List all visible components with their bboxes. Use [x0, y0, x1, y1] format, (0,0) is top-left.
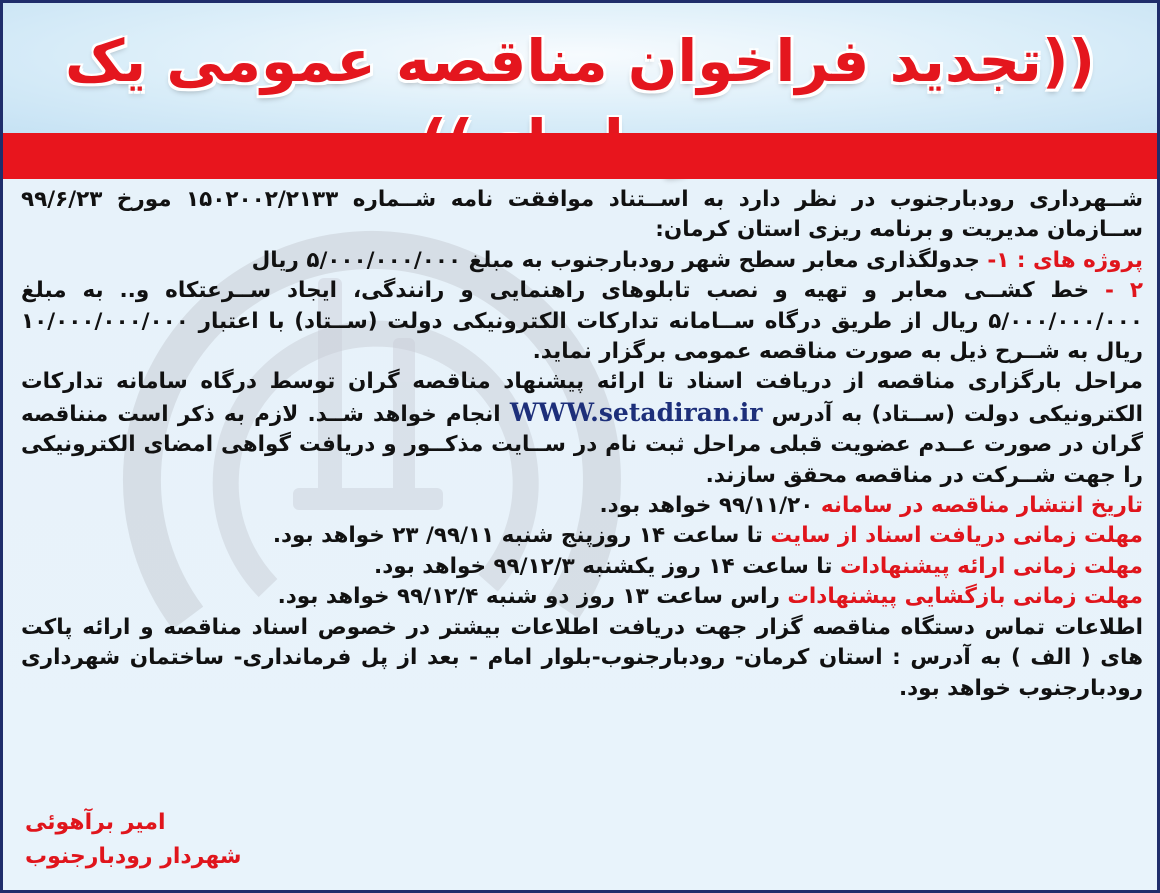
offers-deadline-line: [21, 552, 1143, 582]
process-text-2: انجام خواهد شــد. لازم به ذکر است منناقصه گران در صورت عــدم عضویت قبلی مراحل ثبت نام در ســایت مذکــور و دریافت گواهی امضای الکترونیکی را جهت شــرکت در مناقصه محقق سازند.: [21, 401, 1143, 488]
project-2-text: خط کشــی معابر و تهیه و نصب تابلوهای راهنمایی و رانندگی، ایجاد ســرعتکاه و.. به مبلغ ۵/۰۰۰/۰۰۰/۰۰۰ ریال از طریق درگاه ســامانه تدارکات الکترونیکی دولت (ســتاد) با اعتبار ۱۰/۰۰۰/۰۰۰/۰۰۰ ریال به شــرح ذیل به صورت مناقصه عمومی برگزار نماید.: [21, 278, 1143, 365]
intro-paragraph: [21, 185, 1143, 246]
process-paragraph: [21, 367, 1143, 491]
page-title: ((تجدید فراخوان مناقصه عمومی یک: [65, 27, 1095, 95]
contact-text: اطلاعات تماس دستگاه مناقصه گزار جهت دریافت اطلاعات بیشتر در خصوص اسناد مناقصه و ارائه پاکت های ( الف ) به آدرس : استان کرمان- رودبارجنوب-بلوار امام - بعد از پل فرمانداری- ساختمان شهرداری رودبارجنوب خواهد بود.: [21, 614, 1143, 701]
publish-date-text: ۹۹/۱۱/۲۰ خواهد بود.: [599, 493, 821, 519]
opening-deadline-label: مهلت زمانی بازگشایی پیشنهادات: [787, 584, 1143, 610]
project-2-paragraph: [21, 276, 1143, 367]
offers-deadline-label: مهلت زمانی ارائه پیشنهادات: [839, 553, 1143, 579]
publish-date-line: [21, 491, 1143, 521]
red-banner: [3, 133, 1157, 179]
publish-date-label: تاریخ انتشار مناقصه در سامانه: [820, 493, 1143, 519]
signatory-name: امیر برآهوئی: [25, 810, 166, 835]
docs-deadline-line: [21, 521, 1143, 551]
contact-paragraph: [21, 613, 1143, 704]
intro-text: شــهرداری رودبارجنوب در نظر دارد به اســتناد موافقت نامه شــماره ۱۵۰۲۰۰۲/۲۱۳۳ مورخ ۹۹/۶/۲۳ ســازمان مدیریت و برنامه ریزی استان کرمان:: [21, 187, 1143, 243]
projects-label: پروژه های : ۱-: [987, 247, 1143, 273]
offers-deadline-text: تا ساعت ۱۴ روز یکشنبه ۹۹/۱۲/۳ خواهد بود.: [374, 553, 840, 579]
notice-body: [21, 185, 1143, 704]
signature-block: [25, 806, 242, 874]
docs-deadline-label: مهلت زمانی دریافت اسناد از سایت: [770, 523, 1143, 549]
header: [3, 3, 1157, 133]
project-2-label: ۲ -: [1105, 278, 1143, 304]
project-1-text: جدولگذاری معابر سطح شهر رودبارجنوب به مبلغ ۵/۰۰۰/۰۰۰/۰۰۰ ریال: [251, 247, 988, 273]
docs-deadline-text: تا ساعت ۱۴ روزپنج شنبه ۹۹/۱۱/ ۲۳ خواهد بود.: [272, 523, 771, 549]
opening-deadline-text: راس ساعت ۱۳ روز دو شنبه ۹۹/۱۲/۴ خواهد بود.: [277, 584, 788, 610]
opening-deadline-line: [21, 582, 1143, 612]
projects-paragraph: [21, 246, 1143, 276]
setadiran-link[interactable]: WWW.setadiran.ir: [509, 397, 763, 427]
signatory-role: شهردار رودبارجنوب: [25, 844, 242, 869]
process-text-1: مراحل بارگزاری مناقصه از دریافت اسناد تا ارائه پیشنهاد مناقصه گران توسط درگاه سامانه تدارکات الکترونیکی دولت (ســتاد) به آدرس: [21, 369, 1143, 427]
